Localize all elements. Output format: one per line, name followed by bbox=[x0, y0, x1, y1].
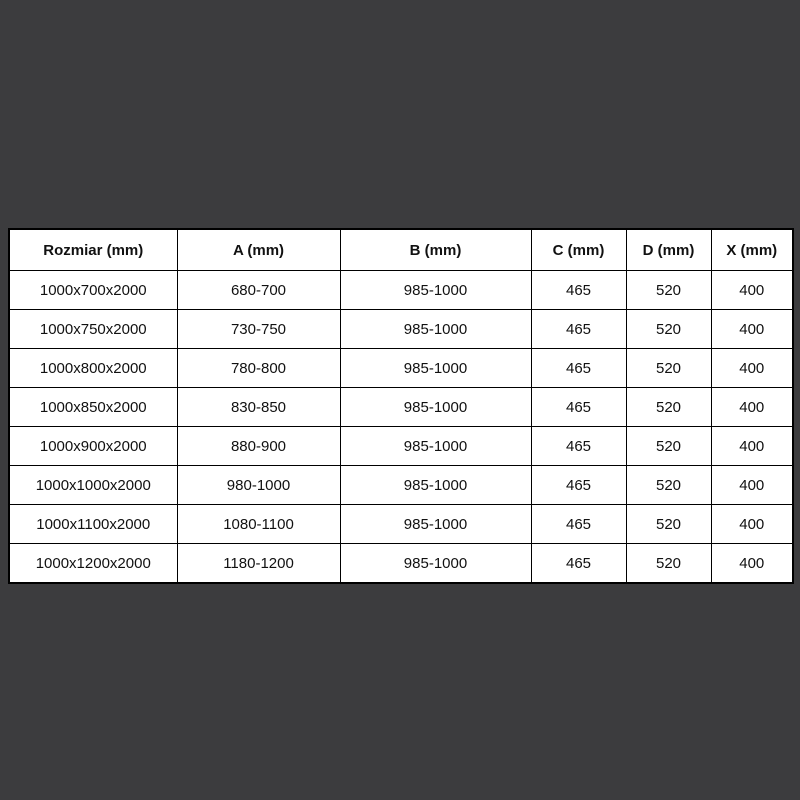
table-cell-rozmiar: 1000x750x2000 bbox=[9, 310, 177, 349]
table-cell-d: 520 bbox=[626, 505, 711, 544]
table-cell-x: 400 bbox=[711, 310, 793, 349]
table-cell-a: 1180-1200 bbox=[177, 544, 340, 584]
table-cell-a: 730-750 bbox=[177, 310, 340, 349]
table-cell-x: 400 bbox=[711, 271, 793, 310]
table-row bbox=[9, 310, 793, 349]
table-row bbox=[9, 388, 793, 427]
table-cell-rozmiar: 1000x900x2000 bbox=[9, 427, 177, 466]
table-cell-b: 985-1000 bbox=[340, 349, 531, 388]
table-cell-x: 400 bbox=[711, 427, 793, 466]
table-cell-b: 985-1000 bbox=[340, 388, 531, 427]
table-cell-x: 400 bbox=[711, 349, 793, 388]
table-cell-a: 880-900 bbox=[177, 427, 340, 466]
table-cell-a: 830-850 bbox=[177, 388, 340, 427]
table-cell-b: 985-1000 bbox=[340, 505, 531, 544]
table-cell-d: 520 bbox=[626, 349, 711, 388]
table-cell-x: 400 bbox=[711, 544, 793, 584]
table-cell-d: 520 bbox=[626, 544, 711, 584]
table-cell-rozmiar: 1000x1000x2000 bbox=[9, 466, 177, 505]
table-cell-d: 520 bbox=[626, 427, 711, 466]
table-cell-rozmiar: 1000x800x2000 bbox=[9, 349, 177, 388]
table-row bbox=[9, 427, 793, 466]
table-cell-c: 465 bbox=[531, 427, 626, 466]
table-cell-d: 520 bbox=[626, 310, 711, 349]
table-cell-d: 520 bbox=[626, 271, 711, 310]
table-cell-rozmiar: 1000x850x2000 bbox=[9, 388, 177, 427]
column-header-rozmiar: Rozmiar (mm) bbox=[9, 229, 177, 271]
table-cell-c: 465 bbox=[531, 349, 626, 388]
size-table-container bbox=[8, 228, 792, 584]
table-cell-b: 985-1000 bbox=[340, 427, 531, 466]
table-cell-d: 520 bbox=[626, 466, 711, 505]
table-cell-b: 985-1000 bbox=[340, 310, 531, 349]
column-header-d: D (mm) bbox=[626, 229, 711, 271]
column-header-a: A (mm) bbox=[177, 229, 340, 271]
table-cell-c: 465 bbox=[531, 388, 626, 427]
table-cell-c: 465 bbox=[531, 466, 626, 505]
header-row bbox=[9, 229, 793, 271]
table-row bbox=[9, 544, 793, 584]
table-cell-c: 465 bbox=[531, 544, 626, 584]
table-cell-x: 400 bbox=[711, 466, 793, 505]
table-cell-b: 985-1000 bbox=[340, 466, 531, 505]
table-row bbox=[9, 466, 793, 505]
table-cell-c: 465 bbox=[531, 271, 626, 310]
column-header-c: C (mm) bbox=[531, 229, 626, 271]
table-cell-rozmiar: 1000x1200x2000 bbox=[9, 544, 177, 584]
size-spec-table bbox=[8, 228, 794, 584]
table-cell-rozmiar: 1000x700x2000 bbox=[9, 271, 177, 310]
table-cell-c: 465 bbox=[531, 505, 626, 544]
table-cell-c: 465 bbox=[531, 310, 626, 349]
table-cell-b: 985-1000 bbox=[340, 544, 531, 584]
column-header-x: X (mm) bbox=[711, 229, 793, 271]
table-cell-a: 680-700 bbox=[177, 271, 340, 310]
table-row bbox=[9, 505, 793, 544]
table-cell-rozmiar: 1000x1100x2000 bbox=[9, 505, 177, 544]
column-header-b: B (mm) bbox=[340, 229, 531, 271]
table-cell-a: 1080-1100 bbox=[177, 505, 340, 544]
table-cell-b: 985-1000 bbox=[340, 271, 531, 310]
table-cell-a: 980-1000 bbox=[177, 466, 340, 505]
table-cell-a: 780-800 bbox=[177, 349, 340, 388]
table-cell-d: 520 bbox=[626, 388, 711, 427]
table-cell-x: 400 bbox=[711, 505, 793, 544]
table-cell-x: 400 bbox=[711, 388, 793, 427]
table-row bbox=[9, 271, 793, 310]
table-row bbox=[9, 349, 793, 388]
